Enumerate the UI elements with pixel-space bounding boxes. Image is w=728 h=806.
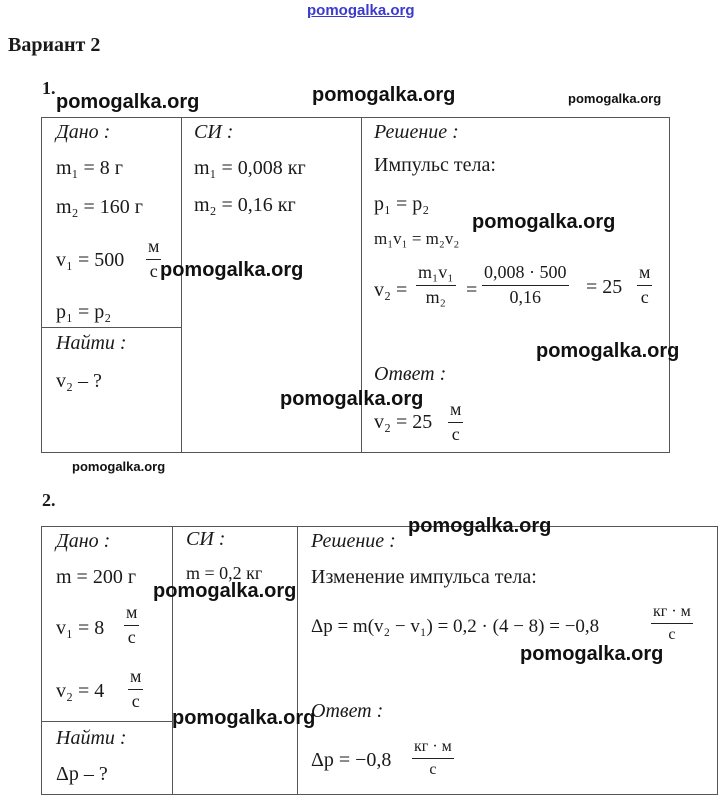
watermark: pomogalka.org bbox=[153, 580, 297, 602]
problem2-given-m: m = 200 г bbox=[56, 566, 137, 588]
problem1-solution-label: Решение : bbox=[374, 121, 459, 143]
watermark: pomogalka.org bbox=[312, 84, 456, 106]
problem1-eq3-equals: = bbox=[466, 279, 478, 301]
problem1-find-label: Найти : bbox=[56, 332, 127, 354]
problem1-si-m2: m₂ = 0,16 кг bbox=[194, 194, 296, 216]
problem1-solution-title: Импульс тела: bbox=[374, 154, 496, 176]
problem2-given-v1-unit: м с bbox=[126, 602, 138, 647]
problem2-find-value: Δp – ? bbox=[56, 763, 108, 785]
problem1-eq3-result: = 25 bbox=[586, 276, 623, 298]
problem2-answer: Δp = −0,8 bbox=[311, 749, 392, 771]
watermark: pomogalka.org bbox=[160, 259, 304, 281]
watermark: pomogalka.org bbox=[280, 388, 424, 410]
problem2-given-v1: v₁ = 8 bbox=[56, 617, 105, 639]
problem2-number: 2. bbox=[42, 490, 56, 510]
problem1-number: 1. bbox=[42, 78, 56, 98]
watermark: pomogalka.org bbox=[568, 91, 662, 106]
problem2-find-label: Найти : bbox=[56, 727, 127, 749]
problem1-eq1: p₁ = p₂ bbox=[374, 193, 430, 215]
watermark: pomogalka.org bbox=[408, 515, 552, 537]
problem1-eq2: m₁v₁ = m₂v₂ bbox=[374, 229, 460, 248]
top-watermark-link[interactable]: pomogalka.org bbox=[307, 2, 415, 19]
problem1-given-v1-unit: м с bbox=[148, 236, 160, 281]
problem2-given-v2-unit: м с bbox=[130, 666, 142, 711]
watermark: pomogalka.org bbox=[536, 340, 680, 362]
problem2-given-label: Дано : bbox=[56, 530, 111, 552]
watermark: pomogalka.org bbox=[172, 707, 316, 729]
problem1-si-m1: m₁ = 0,008 кг bbox=[194, 157, 306, 179]
problem2-solution-title: Изменение импульса тела: bbox=[311, 566, 537, 588]
problem2-solution-label: Решение : bbox=[311, 530, 396, 552]
problem1-answer-label: Ответ : bbox=[374, 363, 447, 385]
watermark: pomogalka.org bbox=[472, 211, 616, 233]
problem1-eq3-frac2: 0,008 · 500 0,16 bbox=[484, 262, 567, 307]
problem1-given-m2: m₂ = 160 г bbox=[56, 196, 144, 218]
problem1-given-v1: v₁ = 500 bbox=[56, 249, 125, 271]
problem2-answer-label: Ответ : bbox=[311, 700, 384, 722]
problem2-equation: Δp = m(v₂ − v₁) = 0,2 · (4 − 8) = −0,8 bbox=[311, 616, 600, 637]
problem2-si-m: m = 0,2 кг bbox=[186, 563, 263, 583]
problem1-find-value: v₂ – ? bbox=[56, 370, 102, 392]
problem2-si-label: СИ : bbox=[186, 528, 226, 550]
problem2-answer-unit: кг · м с bbox=[414, 738, 452, 778]
watermark: pomogalka.org bbox=[520, 643, 664, 665]
problem1-answer: v₂ = 25 bbox=[374, 411, 433, 433]
problem2-given-v2: v₂ = 4 bbox=[56, 680, 105, 702]
problem2-equation-unit: кг · м с bbox=[653, 603, 691, 643]
watermark: pomogalka.org bbox=[72, 459, 166, 474]
problem1-eq3-unit: м с bbox=[639, 262, 651, 307]
variant-title: Вариант 2 bbox=[8, 34, 101, 56]
problem1-answer-unit: м с bbox=[450, 399, 462, 444]
problem1-given-label: Дано : bbox=[56, 121, 111, 143]
watermark: pomogalka.org bbox=[56, 91, 200, 113]
problem1-given-p: p₁ = p₂ bbox=[56, 301, 112, 323]
problem1-si-label: СИ : bbox=[194, 121, 234, 143]
problem1-eq3-frac1: m₁v₁ m₂ bbox=[418, 262, 454, 307]
problem1-eq3-lhs: v₂ = bbox=[374, 279, 408, 301]
problem1-given-m1: m₁ = 8 г bbox=[56, 157, 124, 179]
